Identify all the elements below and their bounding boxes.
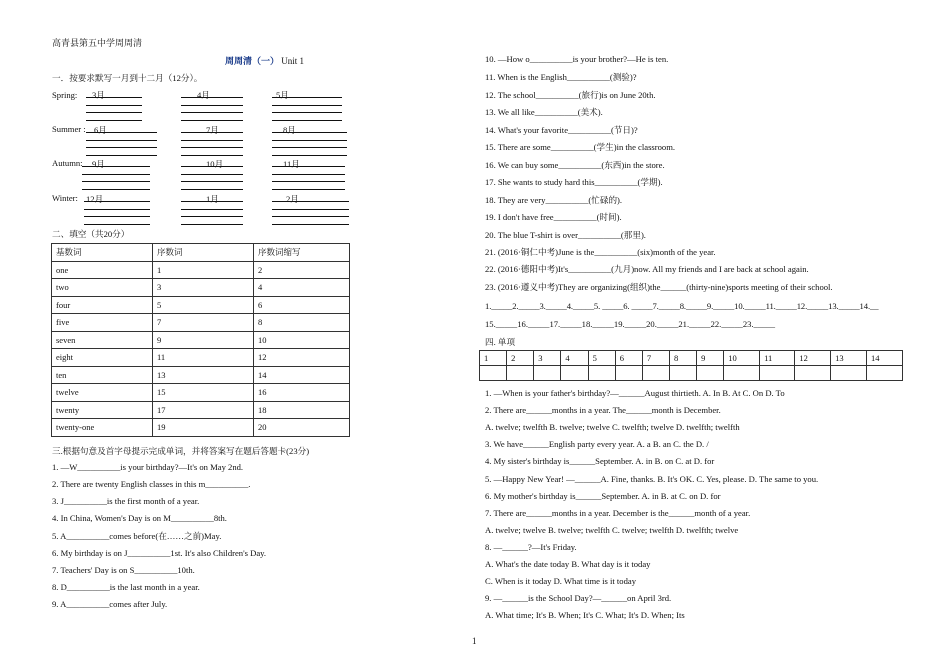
table-cell: ten <box>52 366 153 384</box>
table-cell[interactable]: 7 <box>153 314 254 332</box>
section2-heading: 二、填空（共20分） <box>52 229 130 239</box>
writing-line[interactable] <box>272 174 345 175</box>
choice-item: 1. —When is your father's birthday?—______August thirtieth. A. In B. At C. On D. To <box>485 388 785 398</box>
grid-number-cell: 14 <box>867 351 903 366</box>
page-title <box>225 54 304 67</box>
fill-item: 4. In China, Women's Day is on M__________8th. <box>52 513 227 524</box>
grid-number-cell: 5 <box>588 351 615 366</box>
grid-answer-cell[interactable] <box>795 366 831 381</box>
table-row <box>52 296 350 314</box>
choice-item: A. What's the date today B. What day is it today <box>485 559 651 569</box>
table-cell: twenty-one <box>52 419 153 437</box>
choice-item: A. twelve; twelfth B. twelve; twelve C. twelfth; twelve D. twelfth; twelfth <box>485 422 740 433</box>
table-cell: eight <box>52 349 153 367</box>
grid-answer-cell[interactable] <box>669 366 696 381</box>
writing-line[interactable] <box>181 105 243 106</box>
writing-line[interactable] <box>86 112 142 113</box>
table-cell: twelve <box>52 384 153 402</box>
writing-line[interactable] <box>181 216 243 217</box>
writing-line[interactable] <box>181 120 243 121</box>
header-cell: 序数词 <box>153 244 254 262</box>
fill-item: 20. The blue T-shirt is over__________(那里). <box>485 229 646 240</box>
table-row <box>52 366 350 384</box>
writing-line[interactable] <box>181 224 243 225</box>
month-label: 1月 <box>206 194 219 204</box>
writing-line[interactable] <box>272 112 342 113</box>
fill-item: 17. She wants to study hard this__________(学期). <box>485 177 663 188</box>
month-label: 5月 <box>276 90 289 100</box>
month-label: 9月 <box>92 159 105 169</box>
grid-answer-cell[interactable] <box>867 366 903 381</box>
title-cn: 周周清（一） <box>225 56 280 66</box>
grid-number-cell: 4 <box>561 351 588 366</box>
fill-item: 23. (2016·遵义中考)They are organizing(组织)the______(thirty-nine)sports meeting of their school. <box>485 281 833 292</box>
choice-item: A. What time; It's B. When; It's C. What; It's D. When; Its <box>485 610 685 621</box>
fill-item: 12. The school__________(旅行)is on June 20th. <box>485 89 656 100</box>
writing-line[interactable] <box>86 140 157 141</box>
grid-number-cell: 9 <box>697 351 724 366</box>
grid-answer-cell[interactable] <box>588 366 615 381</box>
grid-answer-cell[interactable] <box>697 366 724 381</box>
grid-number-cell: 13 <box>831 351 867 366</box>
grid-number-cell: 10 <box>724 351 760 366</box>
fill-item: 14. What's your favorite__________(节日)? <box>485 124 638 135</box>
writing-line[interactable] <box>82 181 150 182</box>
writing-line[interactable] <box>82 189 150 190</box>
fill-item: 9. A__________comes after July. <box>52 598 168 609</box>
fill-item: 19. I don't have free__________(时间). <box>485 212 622 223</box>
grid-answer-cell[interactable] <box>760 366 795 381</box>
fill-item: 16. We can buy some__________(东西)in the store. <box>485 159 665 170</box>
table-cell[interactable]: 13 <box>153 366 254 384</box>
fill-item: 22. (2016·德阳中考)It's__________(九月)now. All my friends and I are back at school again. <box>485 264 809 275</box>
grid-answer-cell[interactable] <box>480 366 507 381</box>
month-label: 8月 <box>283 125 296 135</box>
writing-line[interactable] <box>82 166 150 167</box>
month-label: 3月 <box>92 90 105 100</box>
grid-number-row <box>480 351 903 366</box>
writing-line[interactable] <box>181 181 243 182</box>
writing-line[interactable] <box>272 216 349 217</box>
grid-number-cell: 1 <box>480 351 507 366</box>
month-label: 10月 <box>206 159 224 169</box>
table-cell[interactable]: 11 <box>153 349 254 367</box>
table-cell: one <box>52 261 153 279</box>
choice-item: 3. We have______English party every year. A. a B. an C. the D. / <box>485 439 709 450</box>
writing-line[interactable] <box>84 216 150 217</box>
grid-answer-cell[interactable] <box>534 366 561 381</box>
fill-item: 7. Teachers' Day is on S__________10th. <box>52 564 195 575</box>
grid-number-cell: 2 <box>507 351 534 366</box>
writing-line[interactable] <box>86 105 142 106</box>
writing-line[interactable] <box>84 224 150 225</box>
table-cell[interactable]: 14 <box>254 366 350 384</box>
choice-item: 6. My mother's birthday is______September. A. in B. at C. on D. for <box>485 490 721 501</box>
table-cell[interactable]: 12 <box>254 349 350 367</box>
table-cell[interactable]: 8 <box>254 314 350 332</box>
fill-item: 3. J__________is the first month of a year. <box>52 496 200 507</box>
table-row <box>52 384 350 402</box>
writing-line[interactable] <box>181 189 243 190</box>
writing-line[interactable] <box>181 155 243 156</box>
table-row <box>52 261 350 279</box>
answer-line-1: 1._____2._____3._____4._____5. _____6. _____7._____8._____9._____10._____11._____12._____13._____14.__ <box>485 301 879 311</box>
writing-line[interactable] <box>86 97 142 98</box>
table-cell[interactable]: 16 <box>254 384 350 402</box>
page-number: 1 <box>472 636 477 646</box>
season-label: Winter: <box>52 193 78 203</box>
table-cell: two <box>52 279 153 297</box>
grid-answer-cell[interactable] <box>724 366 760 381</box>
month-label: 11月 <box>283 159 300 169</box>
month-label: 7月 <box>206 125 219 135</box>
writing-line[interactable] <box>181 166 243 167</box>
season-label: Autumn: <box>52 158 83 168</box>
fill-item: 21. (2016·铜仁中考)June is the__________(six)month of the year. <box>485 246 716 257</box>
grid-number-cell: 6 <box>615 351 642 366</box>
month-label: 4月 <box>197 90 210 100</box>
fill-item: 8. D__________is the last month in a year. <box>52 581 200 592</box>
writing-line[interactable] <box>181 174 243 175</box>
table-row <box>52 419 350 437</box>
fill-item: 10. —How o__________is your brother?—He is ten. <box>485 54 669 64</box>
table-cell: twenty <box>52 401 153 419</box>
season-label: Summer : <box>52 124 86 134</box>
grid-number-cell: 7 <box>642 351 669 366</box>
fill-item: 2. There are twenty English classes in this m__________. <box>52 479 251 490</box>
writing-line[interactable] <box>272 105 342 106</box>
table-cell[interactable]: 2 <box>254 261 350 279</box>
writing-line[interactable] <box>272 201 349 202</box>
table-cell[interactable]: 1 <box>153 261 254 279</box>
choice-item: A. twelve; twelve B. twelve; twelfth C. twelve; twelfth D. twelfth; twelve <box>485 524 739 535</box>
writing-line[interactable] <box>86 120 142 121</box>
writing-line[interactable] <box>272 120 342 121</box>
fill-item: 18. They are very__________(忙碌的). <box>485 194 623 205</box>
writing-line[interactable] <box>86 147 157 148</box>
writing-line[interactable] <box>181 147 243 148</box>
table-cell[interactable]: 15 <box>153 384 254 402</box>
writing-line[interactable] <box>272 132 347 133</box>
numbers-table <box>51 243 350 437</box>
table-row <box>52 314 350 332</box>
fill-item: 1. —W__________is your birthday?—It's on May 2nd. <box>52 462 244 472</box>
table-header-row <box>52 244 350 262</box>
month-label: 6月 <box>94 125 107 135</box>
writing-line[interactable] <box>181 209 243 210</box>
fill-item: 6. My birthday is on J__________1st. It's also Children's Day. <box>52 547 267 558</box>
grid-number-cell: 3 <box>534 351 561 366</box>
answer-grid <box>479 350 903 381</box>
table-cell: five <box>52 314 153 332</box>
season-label: Spring: <box>52 90 78 100</box>
fill-item: 11. When is the English__________(测验)? <box>485 72 637 83</box>
school-header: 高青县第五中学周周清 <box>52 38 143 48</box>
writing-line[interactable] <box>272 166 345 167</box>
table-cell[interactable]: 5 <box>153 296 254 314</box>
table-cell[interactable]: 18 <box>254 401 350 419</box>
table-row <box>52 331 350 349</box>
fill-item: 5. A__________comes before(在……之前)May. <box>52 531 222 542</box>
grid-answer-cell[interactable] <box>507 366 534 381</box>
table-cell[interactable]: 4 <box>254 279 350 297</box>
writing-line[interactable] <box>272 155 347 156</box>
grid-number-cell: 8 <box>669 351 696 366</box>
writing-line[interactable] <box>181 97 243 98</box>
table-cell[interactable]: 20 <box>254 419 350 437</box>
writing-line[interactable] <box>181 201 243 202</box>
writing-line[interactable] <box>272 147 347 148</box>
table-cell: seven <box>52 331 153 349</box>
section1-heading: 一．按要求默写一月到十二月（12分）。 <box>52 73 203 83</box>
grid-number-cell: 12 <box>795 351 831 366</box>
writing-line[interactable] <box>272 97 342 98</box>
choice-item: 8. —______?—It's Friday. <box>485 541 577 552</box>
table-row <box>52 401 350 419</box>
table-row <box>52 349 350 367</box>
table-cell: four <box>52 296 153 314</box>
writing-line[interactable] <box>272 181 345 182</box>
table-cell[interactable]: 9 <box>153 331 254 349</box>
choice-item: C. When is it today D. What time is it today <box>485 576 637 587</box>
writing-line[interactable] <box>272 189 345 190</box>
answer-line-2: 15._____16._____17._____18._____19._____20._____21._____22._____23._____ <box>485 319 776 329</box>
fill-item: 15. There are some__________(学生)in the classroom. <box>485 142 676 153</box>
table-cell[interactable]: 6 <box>254 296 350 314</box>
fill-item: 13. We all like__________(美术). <box>485 107 603 118</box>
month-label: 2月 <box>286 194 299 204</box>
title-en: Unit 1 <box>281 56 305 66</box>
writing-line[interactable] <box>272 209 349 210</box>
choice-item: 7. There are______months in a year. December is the______month of a year. <box>485 507 751 518</box>
writing-line[interactable] <box>181 132 243 133</box>
section4-heading: 四. 单项 <box>485 337 516 347</box>
choice-item: 4. My sister's birthday is______September. A. in B. on C. at D. for <box>485 456 715 467</box>
choice-item: 5. —Happy New Year! —______A. Fine, thanks. B. It's OK. C. Yes, please. D. The same to you. <box>485 473 819 484</box>
writing-line[interactable] <box>181 112 243 113</box>
choice-item: 2. There are______months in a year. The______month is December. <box>485 405 721 416</box>
table-cell[interactable]: 19 <box>153 419 254 437</box>
choice-item: 9. —______is the School Day?—______on April 3rd. <box>485 593 672 604</box>
writing-line[interactable] <box>82 174 150 175</box>
writing-line[interactable] <box>84 209 150 210</box>
writing-line[interactable] <box>86 155 157 156</box>
writing-line[interactable] <box>272 224 349 225</box>
writing-line[interactable] <box>272 140 347 141</box>
grid-number-cell: 11 <box>760 351 795 366</box>
table-cell[interactable]: 10 <box>254 331 350 349</box>
grid-answer-cell[interactable] <box>615 366 642 381</box>
writing-line[interactable] <box>84 201 150 202</box>
writing-line[interactable] <box>86 132 157 133</box>
grid-answer-cell[interactable] <box>642 366 669 381</box>
grid-answer-row <box>480 366 903 381</box>
writing-line[interactable] <box>181 140 243 141</box>
month-label: 12月 <box>86 194 104 204</box>
header-cell: 基数词 <box>52 244 153 262</box>
table-cell[interactable]: 3 <box>153 279 254 297</box>
section3-heading: 三.根据句意及首字母提示完成单词，并将答案写在题后答题卡(23分) <box>52 446 310 456</box>
grid-answer-cell[interactable] <box>831 366 867 381</box>
grid-answer-cell[interactable] <box>561 366 588 381</box>
header-cell: 序数词缩写 <box>254 244 350 262</box>
table-cell[interactable]: 17 <box>153 401 254 419</box>
table-row <box>52 279 350 297</box>
